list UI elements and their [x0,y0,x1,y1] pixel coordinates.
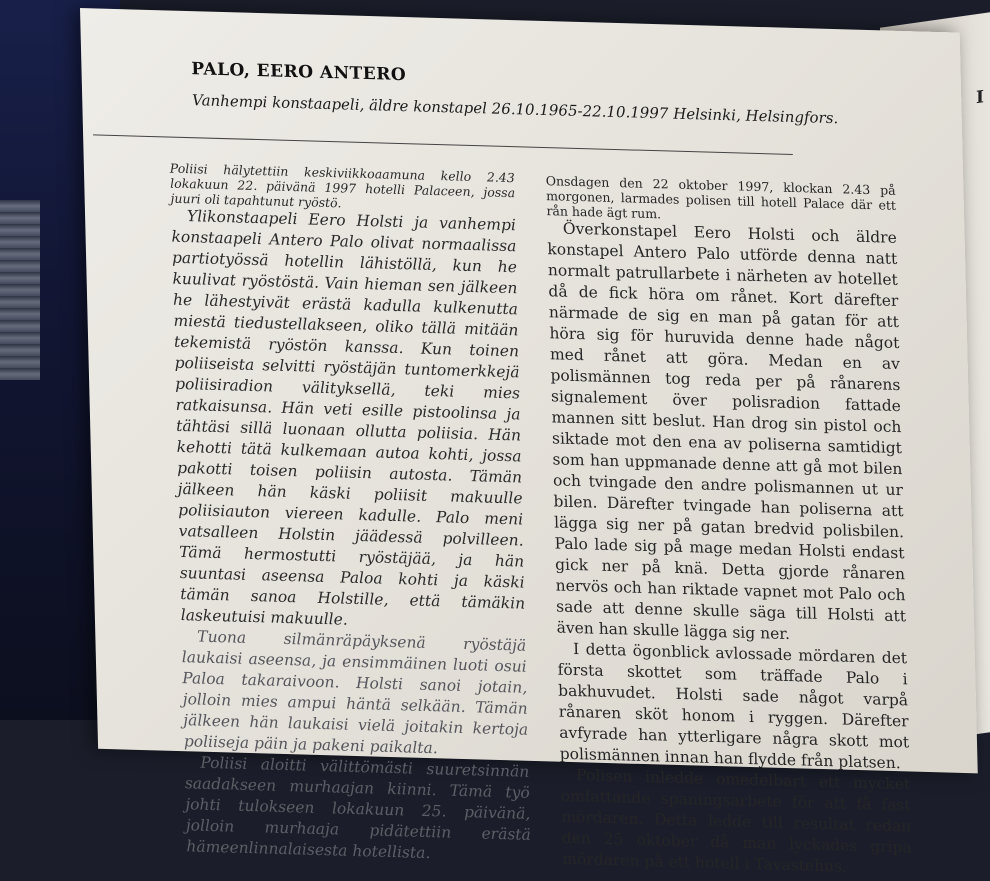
finnish-paragraph-4: Poliisi aloitti välittömästi suuretsinnän saadakseen murhaajan kiinni. Tämä työ johti tulokseen lokakuun 25. päivänä, jolloin murhaaja pidätettiin erästä hämeenlinnalaisesta hotellista. [184,753,531,863]
swedish-paragraph-3: I detta ögonblick avlossade mördaren det första skottet som träffade Palo i bakhuvudet. Holsti sade något varpå rånaren sköt honom i ryggen. Därefter avfyrade han ytterligare några skott mot polismännen innan han flydde från platsen. [557,640,910,773]
finnish-paragraph-1: Poliisi hälytettiin keskiviikkoaamuna kello 2.43 lokakuun 22. päivänä 1997 hotelli Palaceen, jossa juuri oli tapahtunut ryöstö. [169,160,516,211]
swedish-paragraph-2: Överkonstapel Eero Holsti och äldre konstapel Antero Palo utförde denna natt normalt patrullarbete i närheten av hotellet då de fick höra om rånet. Kort därefter närmade de sig en man på gatan för att höra sig för huruvida denne hade något med rånet att göra. Medan en av polismännen tog reda per på rånarens signalement över polisradion fattade mannen sitt beslut. Han drog sin pistol och siktade mot den ena av poliserna samtidigt som han uppmanade denne att gå mot bilen och tvingade den andre polismannen ut ur bilen. Därefter tvingade han poliserna att lägga sig ner på gatan bredvid polisbilen. Palo lade sig på mage medan Holsti endast gick ner på knä. Detta gjorde rånaren nervös och han riktade vapnet mot Palo och sade att denne skulle säga till Holsti att även han skulle lägga sig ner. [547,219,907,644]
background-object [0,200,40,380]
finnish-paragraph-2: Ylikonstaapeli Eero Holsti ja vanhempi konstaapeli Antero Palo olivat normaalissa partiotyössä hotellin lähistöllä, kun he kuulivat ryöstöstä. Vain hieman sen jälkeen he lähestyivät erästä kadulla kulkenutta miestä tiedustellakseen, oliko tällä mitään tekemistä ryöstön kanssa. Kun toinen poliiseista selvitti ryöstäjän tuntomerkkejä poliisiradion välityksellä, teki mies ratkaisunsa. Hän veti esille pistoolinsa ja tähtäsi sillä luonaan ollutta poliisia. Hän kehotti tätä kulkemaan autoa kohti, jossa pakotti toisen poliisin autosta. Tämän jälkeen hän käski poliisit makuulle poliisiauton viereen kadulle. Palo meni vatsalleen Holstin jäädessä polvilleen. Tämä hermostutti ryöstäjää, ja hän suuntasi aseensa Paloa kohti ja käski tämän sanoa Holstille, että tämäkin laskeutuisi makuulle. [171,207,526,629]
entry-header [191,59,912,129]
entry-subtitle: Vanhempi konstaapeli, äldre konstapel 26.10.1965-22.10.1997 Helsinki, Helsingfors. [191,91,839,128]
swedish-paragraph-4: Polisen inledde omedelbart ett mycket omfattande spaningsarbete för att få fast mördaren. Detta ledde till resultat redan den 25 oktober då man lyckades gripa mördaren på ett hotell i Tavastehus. [560,766,912,876]
swedish-column [546,173,913,880]
book-page [80,8,978,876]
finnish-paragraph-3: Tuona silmänräpäyksenä ryöstäjä laukaisi aseensa, ja ensimmäinen luoti osui Paloa takaraivoon. Holsti sanoi jotain, jolloin mies ampui häntä selkään. Tämän jälkeen hän laukaisi vielä joitakin kertoja poliiseja päin ja pakeni paikalta. [181,627,529,758]
facing-page-letter: I [976,87,984,109]
finnish-column [170,161,532,867]
entry-name: PALO, EERO ANTERO [191,59,407,86]
swedish-paragraph-1: Onsdagen den 22 oktober 1997, klockan 2.43 på morgonen, larmades polisen till hotell Palace där ett rån hade ägt rum. [545,173,897,222]
header-rule [93,134,793,155]
